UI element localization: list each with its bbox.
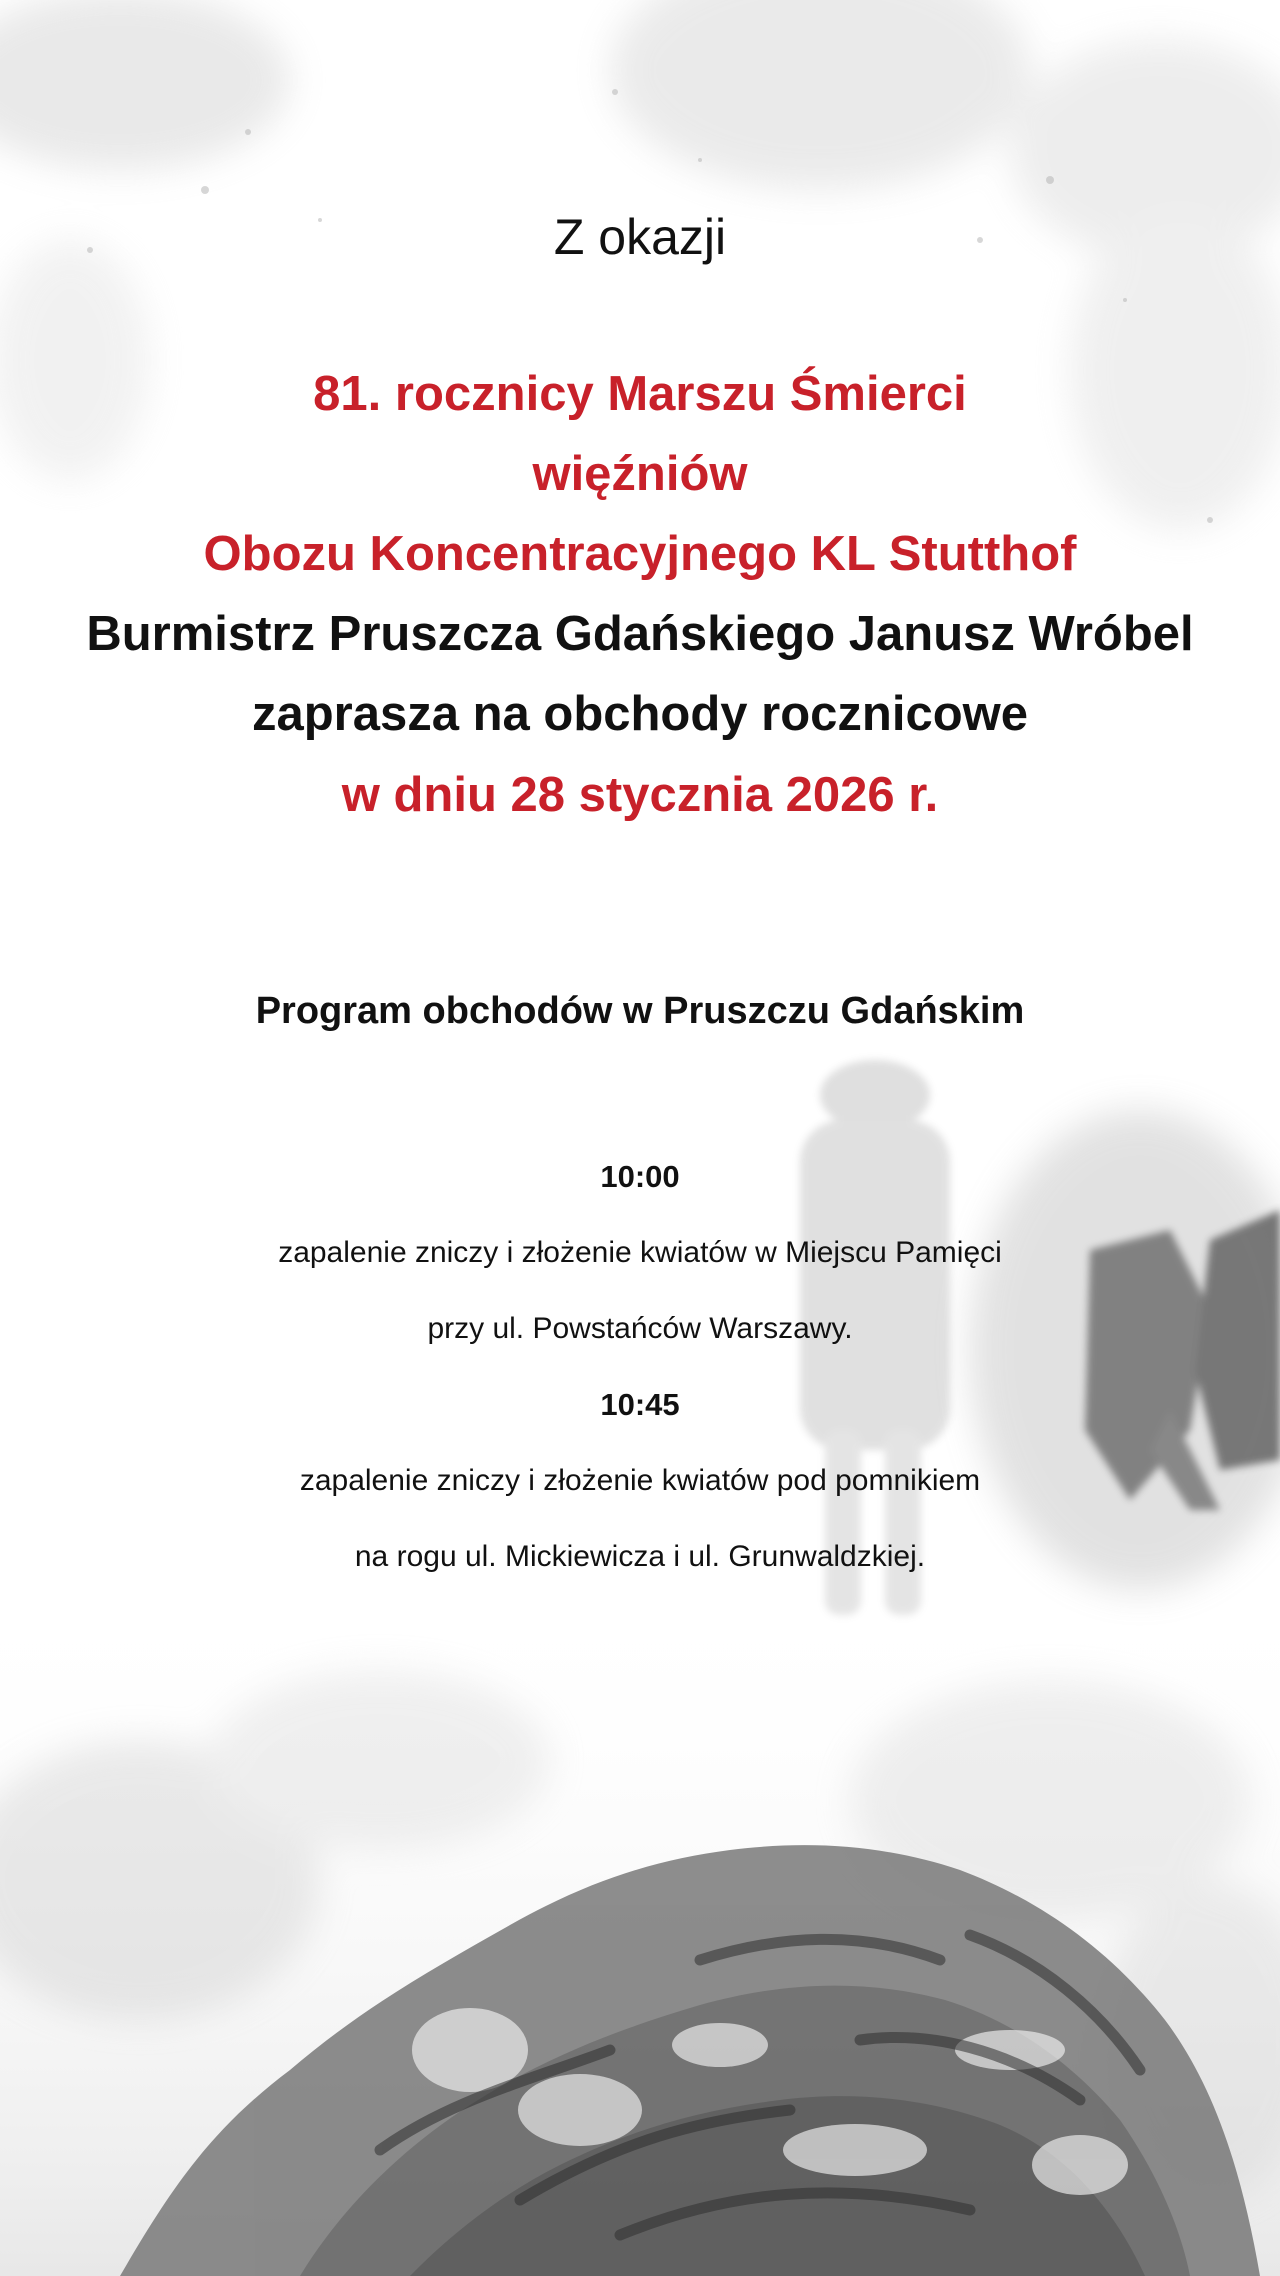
event-date: w dniu 28 stycznia 2026 r.	[341, 768, 939, 822]
anniversary-title-line-1: 81. rocznicy Marszu Śmierci	[313, 367, 967, 421]
event-description-2-line-1: zapalenie zniczy i złożenie kwiatów pod pomnikiem	[299, 1464, 981, 1497]
event-time-1: 10:00	[600, 1159, 680, 1194]
program-title: Program obchodów w Pruszczu Gdańskim	[255, 990, 1025, 1032]
anniversary-title-line-3: Obozu Koncentracyjnego KL Stutthof	[203, 527, 1077, 581]
event-description-1-line-2: przy ul. Powstańców Warszawy.	[427, 1312, 853, 1345]
event-description-1-line-1: zapalenie zniczy i złożenie kwiatów w Miejscu Pamięci	[278, 1236, 1002, 1269]
intro-text: Z okazji	[553, 209, 727, 265]
invitation-line: zaprasza na obchody rocznicowe	[251, 687, 1029, 741]
host-line: Burmistrz Pruszcza Gdańskiego Janusz Wróbel	[86, 607, 1194, 661]
event-time-2: 10:45	[600, 1387, 680, 1422]
event-description-2-line-2: na rogu ul. Mickiewicza i ul. Grunwaldzkiej.	[354, 1540, 926, 1573]
anniversary-title-line-2: więźniów	[532, 447, 748, 501]
